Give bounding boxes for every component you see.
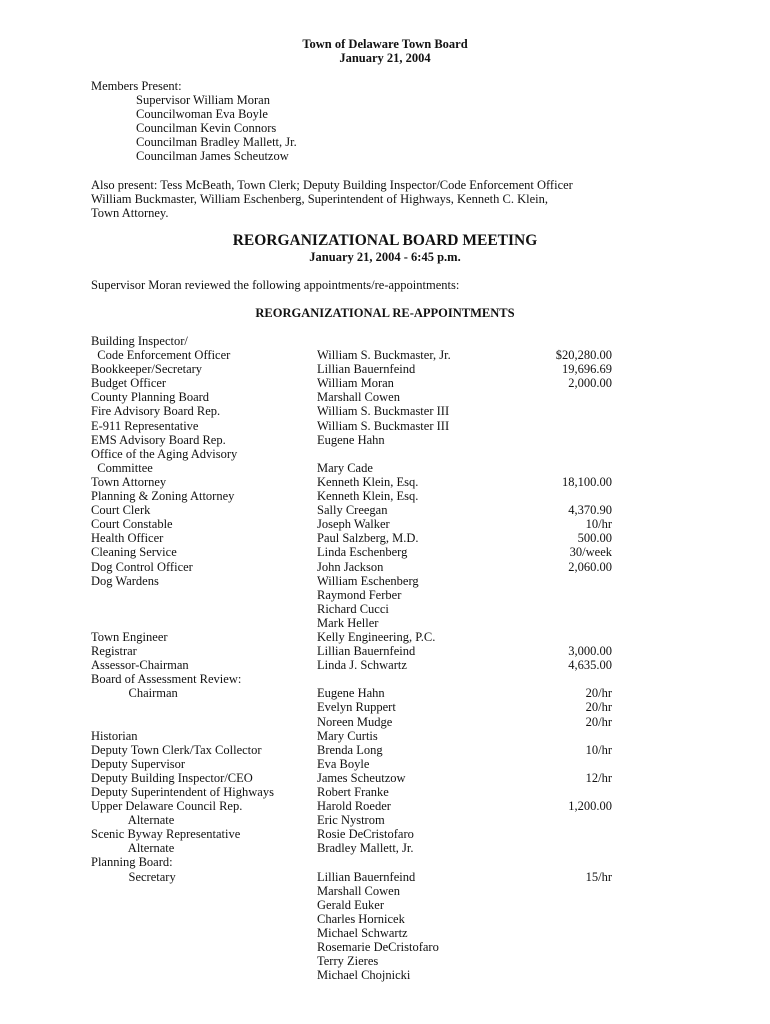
position-cell: Upper Delaware Council Rep. [91,799,243,814]
appointee-cell: Lillian Bauernfeind [317,362,416,377]
appointee-cell: Harold Roeder [317,799,391,814]
amount-cell: 20/hr [585,700,612,715]
amount-cell [500,602,612,616]
amount-cell [500,447,612,461]
position-cell: Historian [91,728,138,743]
appointee-cell: Rosie DeCristofaro [317,827,414,842]
position-cell: EMS Advisory Board Rep. [91,432,226,447]
amount-cell [500,827,612,841]
amount-cell [500,461,612,475]
appointee-cell: Kenneth Klein, Esq. [317,474,419,489]
appointee-cell: Raymond Ferber [317,587,402,602]
amount-cell [500,841,612,855]
appointee-cell: William Moran [317,376,394,391]
appointee-cell: William S. Buckmaster III [317,404,450,419]
amount-cell [500,334,612,348]
appointee-cell: Lillian Bauernfeind [317,869,416,884]
amount-cell [500,419,612,433]
position-cell: Fire Advisory Board Rep. [91,404,221,419]
also-present-line: William Buckmaster, William Eschenberg, Superintendent of Highways, Kenneth C. Klein, [91,192,548,207]
appointee-cell: Eugene Hahn [317,686,385,701]
appointee-cell: Mary Curtis [317,728,378,743]
amount-cell: 12/hr [585,770,612,785]
appointee-cell: Richard Cucci [317,601,389,616]
appointee-cell: William S. Buckmaster III [317,418,450,433]
amount-cell: 2,060.00 [568,559,612,574]
position-cell: Deputy Building Inspector/CEO [91,770,253,785]
position-cell [91,926,274,940]
appointee-cell [317,672,451,686]
position-cell [91,700,274,714]
appointee-cell [317,447,451,461]
meeting-datetime: January 21, 2004 - 6:45 p.m. [309,250,461,264]
appointee-cell: Paul Salzberg, M.D. [317,531,419,546]
position-cell [91,588,274,602]
position-cell: Dog Control Officer [91,559,193,574]
appointee-cell: Michael Chojnicki [317,968,411,983]
appointee-cell: John Jackson [317,559,384,574]
member-item: Supervisor William Moran [136,93,270,107]
position-cell: Town Attorney [91,474,167,489]
amount-cell: 19,696.69 [562,362,612,377]
appointee-cell: Robert Franke [317,785,389,799]
amount-cell [500,785,612,799]
amount-cell: 15/hr [585,869,612,884]
appointee-cell: Bradley Mallett, Jr. [317,841,414,856]
amount-cell [500,940,612,954]
amount-cell: 1,200.00 [568,799,612,814]
appointee-cell: William Eschenberg [317,573,419,588]
appointee-cell [317,334,451,348]
appointee-cell: Gerald Euker [317,897,384,912]
position-cell: Court Constable [91,517,173,532]
position-cell: Scenic Byway Representative [91,827,241,842]
position-cell: Code Enforcement Officer [91,348,231,363]
position-cell: Planning & Zoning Attorney [91,489,235,504]
position-cell [91,940,274,954]
amount-cell: 10/hr [585,517,612,532]
amount-cell [500,968,612,982]
position-cell: Dog Wardens [91,573,159,588]
amount-cell [500,404,612,418]
amount-cell [500,489,612,503]
position-cell: Town Engineer [91,629,168,644]
amount-cell: 10/hr [585,742,612,757]
appointee-cell: Evelyn Ruppert [317,700,396,715]
appointee-cell: Kenneth Klein, Esq. [317,489,419,504]
position-cell: Deputy Supervisor [91,756,186,771]
appointee-cell: Rosemarie DeCristofaro [317,940,439,955]
appointee-cell: Sally Creegan [317,503,388,518]
appointee-cell: Eva Boyle [317,756,370,771]
members-label: Members Present: [91,79,182,93]
document-title: Town of Delaware Town Board [302,37,468,51]
position-cell: Budget Officer [91,376,167,391]
also-present [91,178,573,220]
appointee-cell: Eugene Hahn [317,432,385,447]
position-cell: Alternate [91,841,175,856]
appointee-cell: Marshall Cowen [317,390,400,405]
amount-cell: 4,635.00 [568,658,612,673]
section-title: REORGANIZATIONAL RE-APPOINTMENTS [255,306,515,320]
position-cell [91,616,274,630]
position-cell: Deputy Superintendent of Highways [91,785,274,799]
appointee-cell: Noreen Mudge [317,714,393,729]
amount-cell [500,855,612,869]
appointee-cell: Lillian Bauernfeind [317,644,416,659]
position-cell: Bookkeeper/Secretary [91,362,203,377]
position-cell [91,602,274,616]
member-item: Councilman Bradley Mallett, Jr. [136,135,297,150]
appointee-cell: Marshall Cowen [317,883,400,898]
appointee-cell: Brenda Long [317,742,383,757]
amount-cell [500,672,612,686]
amount-cell [500,926,612,940]
amount-cell: 30/week [569,545,612,560]
amount-cell [500,813,612,827]
appointee-cell: James Scheutzow [317,770,406,785]
position-cell: Office of the Aging Advisory [91,446,238,461]
position-cell [91,715,274,729]
amount-cell: 2,000.00 [568,376,612,391]
position-cell: Deputy Town Clerk/Tax Collector [91,742,262,757]
appointee-cell: Charles Hornicek [317,911,405,926]
amount-cell: 18,100.00 [562,474,612,489]
member-item: Councilwoman Eva Boyle [136,107,268,122]
member-item: Councilman James Scheutzow [136,149,289,164]
position-cell [91,912,274,926]
position-cell: E-911 Representative [91,418,199,433]
amount-cell [500,729,612,743]
appointee-cell: Eric Nystrom [317,813,385,828]
also-present-line: Also present: Tess McBeath, Town Clerk; Deputy Building Inspector/Code Enforcement Officer [91,178,573,192]
appointee-cell: Kelly Engineering, P.C. [317,629,436,644]
amount-cell [500,898,612,912]
amount-cell: 20/hr [585,686,612,701]
amount-cell [500,912,612,926]
appointee-cell: William S. Buckmaster, Jr. [317,348,451,363]
amount-cell: 500.00 [577,531,612,546]
document-date: January 21, 2004 [339,51,431,65]
amount-cell [500,574,612,588]
position-cell: Assessor-Chairman [91,658,189,673]
amount-cell [500,616,612,630]
position-cell: Cleaning Service [91,545,177,560]
position-cell [91,968,274,982]
amount-cell [500,884,612,898]
intro-text: Supervisor Moran reviewed the following appointments/re-appointments: [91,278,460,292]
appointee-cell: Linda Eschenberg [317,545,408,560]
position-cell: Health Officer [91,531,164,546]
position-cell [91,898,274,912]
amount-cell: 20/hr [585,714,612,729]
names-column [317,334,451,982]
position-cell: Secretary [91,869,176,884]
position-cell: Committee [91,460,153,475]
amount-cell [500,588,612,602]
amount-cell [500,390,612,404]
position-cell [91,954,274,968]
position-cell: Registrar [91,644,137,659]
amounts-column [500,334,612,982]
position-cell: Building Inspector/ [91,334,188,348]
amount-cell: 3,000.00 [568,644,612,659]
position-cell: Court Clerk [91,503,151,518]
also-present-line: Town Attorney. [91,206,169,221]
appointee-cell: Terry Zieres [317,954,379,969]
amount-cell: $20,280.00 [555,348,612,363]
members-list [136,93,297,163]
amount-cell [500,954,612,968]
member-item: Councilman Kevin Connors [136,121,277,136]
appointee-cell: Michael Schwartz [317,925,408,940]
amount-cell [500,433,612,447]
meeting-title: REORGANIZATIONAL BOARD MEETING [232,232,538,249]
position-cell: Planning Board: [91,855,173,870]
position-cell: Chairman [91,686,178,701]
appointee-cell: Mary Cade [317,460,373,475]
appointee-cell [317,855,451,869]
position-cell [91,884,274,898]
positions-column [91,334,274,982]
amount-cell: 4,370.90 [568,503,612,518]
amount-cell [500,630,612,644]
appointee-cell: Joseph Walker [317,517,390,532]
appointee-cell: Mark Heller [317,615,379,630]
position-cell: Alternate [91,813,175,828]
amount-cell [500,757,612,771]
appointee-cell: Linda J. Schwartz [317,658,407,673]
position-cell: County Planning Board [91,390,210,405]
position-cell: Board of Assessment Review: [91,672,242,687]
